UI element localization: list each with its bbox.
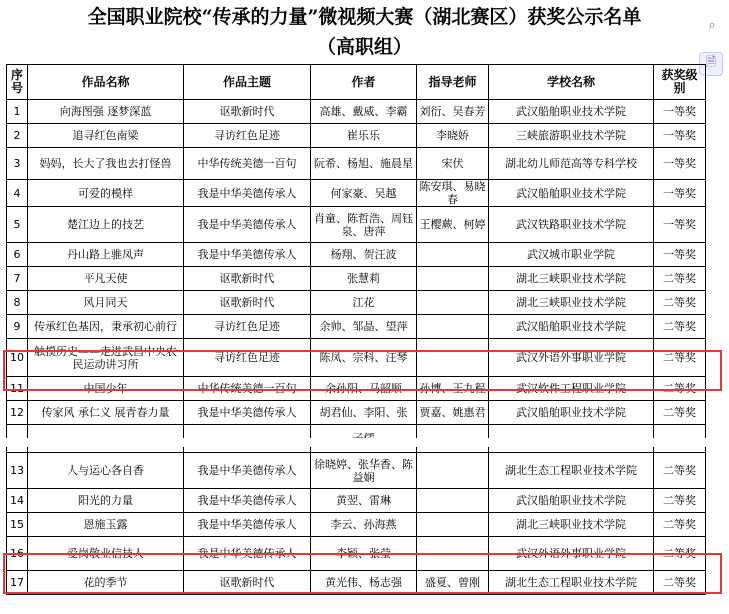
cell-no: 8 <box>7 291 28 315</box>
table-row <box>7 100 706 124</box>
cell-author: 李颖、张莹 <box>311 537 417 571</box>
cell-author: 杨翔、贺汪波 <box>311 243 417 267</box>
cell-teacher: 孙博、王九程 <box>417 377 489 401</box>
cell-theme: 我是中华美德传承人 <box>184 207 311 243</box>
table-row <box>7 377 706 401</box>
cell-no: 11 <box>7 377 28 401</box>
cell-teacher <box>417 291 489 315</box>
cell-no: 1 <box>7 100 28 124</box>
cell-school: 湖北生态工程职业技术学院 <box>489 453 654 489</box>
cell-teacher: 王樱蕨、柯婷 <box>417 207 489 243</box>
cell-work: 平凡天使 <box>28 267 184 291</box>
cell-author: 阮希、杨旭、施晨星 <box>311 148 417 180</box>
header-school: 学校名称 <box>489 65 654 100</box>
cell-no: 14 <box>7 489 28 513</box>
cell-author: 余帅、邹晶、望萍 <box>311 315 417 339</box>
title-line1: 全国职业院校“传承的力量”微视频大赛（湖北赛区）获奖公示名单 <box>87 6 642 28</box>
cell-teacher: 陈安琪、易晓春 <box>417 180 489 207</box>
cell-author: 高雄、戴威、李霸 <box>311 100 417 124</box>
cell-author: 黄光伟、杨志强 <box>311 571 417 595</box>
cell-author: 徐晓婷、张华香、陈益娴 <box>311 453 417 489</box>
cell-theme: 我是中华美德传承人 <box>184 401 311 425</box>
cell-no: 6 <box>7 243 28 267</box>
award-table <box>6 64 706 595</box>
cell-award: 二等奖 <box>654 401 706 425</box>
cell-school: 武汉船舶职业技术学院 <box>489 401 654 425</box>
document-icon: 🗎 <box>705 55 717 70</box>
cell-theme: 中华传统美德一百句 <box>184 148 311 180</box>
table-row <box>7 453 706 489</box>
cell-no: 16 <box>7 537 28 571</box>
cell-school: 武汉铁路职业技术学院 <box>489 207 654 243</box>
cell-teacher: 宋伏 <box>417 148 489 180</box>
cell-work: 追寻红色南梁 <box>28 124 184 148</box>
cell-work: 楚江边上的技艺 <box>28 207 184 243</box>
cell-teacher <box>417 513 489 537</box>
table-row <box>7 537 706 571</box>
cell-theme: 寻访红色足迹 <box>184 339 311 377</box>
cell-work: 恩施玉露 <box>28 513 184 537</box>
cell-no: 9 <box>7 315 28 339</box>
cell-teacher: 盛夏、曾刚 <box>417 571 489 595</box>
cell-theme: 讴歌新时代 <box>184 267 311 291</box>
cell-theme: 讴歌新时代 <box>184 100 311 124</box>
cell-school: 武汉外语外事职业学院 <box>489 537 654 571</box>
header-work: 作品名称 <box>28 65 184 100</box>
cell-school: 武汉船舶职业技术学院 <box>489 180 654 207</box>
table-row <box>7 267 706 291</box>
cell-author: 陈凤、宗科、汪琴 <box>311 339 417 377</box>
cell-award: 二等奖 <box>654 377 706 401</box>
cell-award: 二等奖 <box>654 537 706 571</box>
table-row <box>7 571 706 595</box>
cell-school: 三峡旅游职业技术学院 <box>489 124 654 148</box>
cell-award: 一等奖 <box>654 243 706 267</box>
cell-teacher: 贾嘉、姚惠君 <box>417 401 489 425</box>
table-row <box>7 148 706 180</box>
cell-teacher <box>417 315 489 339</box>
table-row <box>7 315 706 339</box>
header-theme: 作品主题 <box>184 65 311 100</box>
cell-author: 胡君仙、李阳、张 <box>311 401 417 425</box>
cell-teacher <box>417 537 489 571</box>
table-row <box>7 291 706 315</box>
side-toolbar-button-1[interactable] <box>701 14 723 36</box>
page-title <box>0 2 729 62</box>
cell-award: 二等奖 <box>654 489 706 513</box>
cell-work: 丹山路上骓凤声 <box>28 243 184 267</box>
cell-work: 爱岗敬业信技人 <box>28 537 184 571</box>
cell-work: 中国少年 <box>28 377 184 401</box>
table-header-row <box>7 65 706 100</box>
cell-author: 江花 <box>311 291 417 315</box>
cell-theme: 我是中华美德传承人 <box>184 513 311 537</box>
cell-no: 10 <box>7 339 28 377</box>
cell-author: 李云、孙海燕 <box>311 513 417 537</box>
cell-award: 一等奖 <box>654 100 706 124</box>
cell-school: 武汉软件工程职业学院 <box>489 377 654 401</box>
cell-no: 17 <box>7 571 28 595</box>
cell-theme: 寻访红色足迹 <box>184 315 311 339</box>
cell-award: 一等奖 <box>654 180 706 207</box>
cell-award: 二等奖 <box>654 291 706 315</box>
table-row <box>7 401 706 425</box>
cell-school: 湖北三峡职业技术学院 <box>489 513 654 537</box>
cell-no: 13 <box>7 453 28 489</box>
header-author: 作者 <box>311 65 417 100</box>
cell-work: 花的季节 <box>28 571 184 595</box>
cell-theme: 我是中华美德传承人 <box>184 180 311 207</box>
cell-school: 湖北三峡职业技术学院 <box>489 267 654 291</box>
cell-school: 武汉船舶职业技术学院 <box>489 315 654 339</box>
cell-award: 二等奖 <box>654 513 706 537</box>
title-line2: （高职组） <box>316 36 412 58</box>
cell-school: 武汉城市职业学院 <box>489 243 654 267</box>
cell-no: 4 <box>7 180 28 207</box>
table-row <box>7 513 706 537</box>
cell-teacher <box>417 453 489 489</box>
cell-author: 余孙阳、马韶顺 <box>311 377 417 401</box>
cell-no: 2 <box>7 124 28 148</box>
table-row <box>7 124 706 148</box>
table-row <box>7 489 706 513</box>
cell-author: 何家豪、吴越 <box>311 180 417 207</box>
cell-teacher <box>417 267 489 291</box>
cell-award: 二等奖 <box>654 453 706 489</box>
cell-work: 人与运心各自香 <box>28 453 184 489</box>
cell-theme: 中华传统美德一百句 <box>184 377 311 401</box>
table-row <box>7 339 706 377</box>
cell-award: 二等奖 <box>654 315 706 339</box>
cell-theme: 讴歌新时代 <box>184 571 311 595</box>
cell-school: 武汉船舶职业技术学院 <box>489 489 654 513</box>
cell-school: 湖北三峡职业技术学院 <box>489 291 654 315</box>
cell-no: 12 <box>7 401 28 425</box>
cell-work: 可爱的模样 <box>28 180 184 207</box>
search-icon: ⌕ <box>708 17 716 33</box>
cell-work: 传家风 承仁义 展青春力量 <box>28 401 184 425</box>
cell-work: 阳光的力量 <box>28 489 184 513</box>
cell-teacher <box>417 243 489 267</box>
cell-author: 肖童、陈哲浩、周钰泉、唐萍 <box>311 207 417 243</box>
cell-award: 一等奖 <box>654 124 706 148</box>
cell-teacher: 李晓娇 <box>417 124 489 148</box>
cell-no: 3 <box>7 148 28 180</box>
cell-theme: 我是中华美德传承人 <box>184 537 311 571</box>
cell-teacher <box>417 339 489 377</box>
cell-teacher <box>417 489 489 513</box>
cell-school: 湖北生态工程职业技术学院 <box>489 571 654 595</box>
cell-theme: 寻访红色足迹 <box>184 124 311 148</box>
table-row <box>7 207 706 243</box>
header-award: 获奖级别 <box>654 65 706 100</box>
cell-award: 一等奖 <box>654 148 706 180</box>
table-row <box>7 180 706 207</box>
cell-school: 湖北幼儿师范高等专科学校 <box>489 148 654 180</box>
cell-theme: 我是中华美德传承人 <box>184 453 311 489</box>
table-row <box>7 243 706 267</box>
cell-work: 触摸历史——走进武昌中央农民运动讲习所 <box>28 339 184 377</box>
cell-teacher: 刘衍、吴春芳 <box>417 100 489 124</box>
cell-work: 风月同天 <box>28 291 184 315</box>
cell-no: 7 <box>7 267 28 291</box>
cell-award: 二等奖 <box>654 571 706 595</box>
cell-theme: 讴歌新时代 <box>184 291 311 315</box>
cell-award: 二等奖 <box>654 339 706 377</box>
cell-school: 武汉外语外事职业学院 <box>489 339 654 377</box>
page-break-gap <box>0 438 729 447</box>
cell-work: 传承红色基因，秉承初心前行 <box>28 315 184 339</box>
cell-award: 一等奖 <box>654 207 706 243</box>
cell-work: 向海图强 逐梦深蓝 <box>28 100 184 124</box>
cell-no: 5 <box>7 207 28 243</box>
cell-author: 张慧莉 <box>311 267 417 291</box>
cell-no: 15 <box>7 513 28 537</box>
header-teacher: 指导老师 <box>417 65 489 100</box>
cell-author: 黄翌、雷琳 <box>311 489 417 513</box>
cell-work: 妈妈，长大了我也去打怪兽 <box>28 148 184 180</box>
header-no: 序号 <box>7 65 28 100</box>
cell-author: 崔乐乐 <box>311 124 417 148</box>
cell-theme: 我是中华美德传承人 <box>184 243 311 267</box>
cell-theme: 我是中华美德传承人 <box>184 489 311 513</box>
cell-school: 武汉船舶职业技术学院 <box>489 100 654 124</box>
cell-award: 二等奖 <box>654 267 706 291</box>
